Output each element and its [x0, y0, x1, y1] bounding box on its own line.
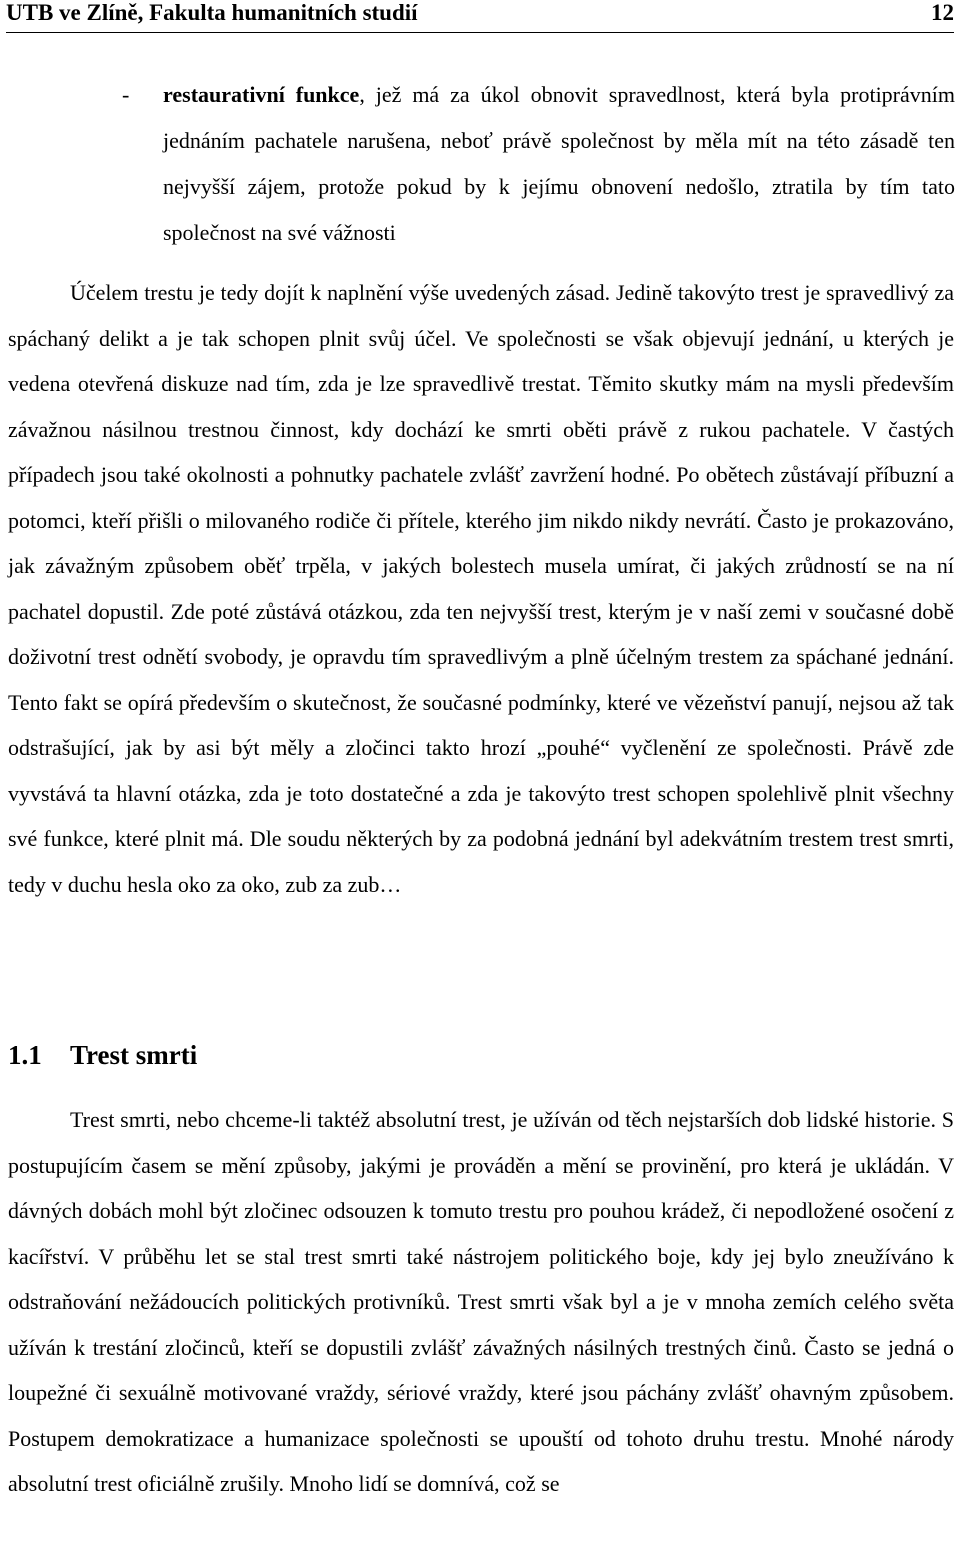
section-heading	[8, 1033, 197, 1077]
page-number: 12	[931, 0, 954, 25]
body-paragraph: Účelem trestu je tedy dojít k naplnění výše uvedených zásad. Jedině takovýto trest je spravedlivý za spáchaný delikt a je tak schopen plnit svůj účel. Ve společnosti se však objevují jednání, u kterých je vedena otevřená diskuze nad tím, zda je lze spravedlivě trestat. Těmito skutky mám na mysli především závažnou násilnou trestnou činnost, kdy dochází ke smrti oběti právě z rukou pachatele. V častých případech jsou také okolnosti a pohnutky pachatele zvlášť zavržení hodné. Po obětech zůstávají příbuzní a potomci, kteří přišli o milovaného rodiče či přítele, kterého jim nikdo nikdy nevrátí. Často je prokazováno, jak závažným způsobem oběť trpěla, v jakých bolestech musela umírat, či jakých zrůdností se na ní pachatel dopustil. Zde poté zůstává otázkou, zda ten nejvyšší trest, kterým je v naší zemi v současné době doživotní trest odnětí svobody, je opravdu tím spravedlivým a plně účelným trestem za spáchané jednání. Tento fakt se opírá především o skutečnost, že současné podmínky, které ve vězeňství panují, nejsou až tak odstrašující, jak by asi být měly a zločinci takto hrozí „pouhé“ vyčlenění ze společnosti. Právě zde vyvstává ta hlavní otázka, zda je toto dostatečné a zda je takovýto trest schopen spolehlivě plnit všechny své funkce, které plnit má. Dle soudu některých by za podobná jednání byl adekvátním trestem trest smrti, tedy v duchu hesla oko za oko, zub za zub…	[8, 280, 954, 897]
running-header	[6, 0, 954, 33]
section-number: 1.1	[8, 1040, 42, 1070]
header-title: UTB ve Zlíně, Fakulta humanitních studií	[6, 0, 418, 25]
bullet-text	[163, 72, 955, 256]
body-paragraph: Trest smrti, nebo chceme-li taktéž absolutní trest, je užíván od těch nejstarších dob lidské historie. S postupujícím časem se mění způsoby, jakými je prováděn a mění se provinění, pro která je ukládán. V dávných dobách mohl být zločinec odsouzen k tomuto trestu pro pouhou krádež, či nepodložené osočení z kacířství. V průběhu let se stal trest smrti také nástrojem politického boje, kdy jej bylo zneužíváno k odstraňování nežádoucích politických protivníků. Trest smrti však byl a je v mnoha zemích celého světa užíván k trestání zločinců, kteří se dopustili zvlášť závažných násilných trestných činů. Často se jedná o loupežné či sexuálně motivované vraždy, sériové vraždy, které jsou páchány zvlášť ohavným způsobem. Postupem demokratizace a humanizace společnosti se upouští od tohoto druhu trestu. Mnohé národy absolutní trest oficiálně zrušily. Mnoho lidí se domnívá, což se	[8, 1107, 954, 1496]
bullet-marker: -	[122, 82, 130, 107]
bullet-body: , jež má za úkol obnovit spravedlnost, která byla protiprávním jednáním pachatele narušena, neboť právě společnost by měla mít na této zásadě ten nejvyšší zájem, protože pokud by k jejímu obnovení nedošlo, ztratila by tím tato společnost na své vážnosti	[163, 82, 955, 245]
section-title: Trest smrti	[70, 1040, 198, 1070]
bullet-bold-lead: restaurativní funkce	[163, 82, 360, 107]
